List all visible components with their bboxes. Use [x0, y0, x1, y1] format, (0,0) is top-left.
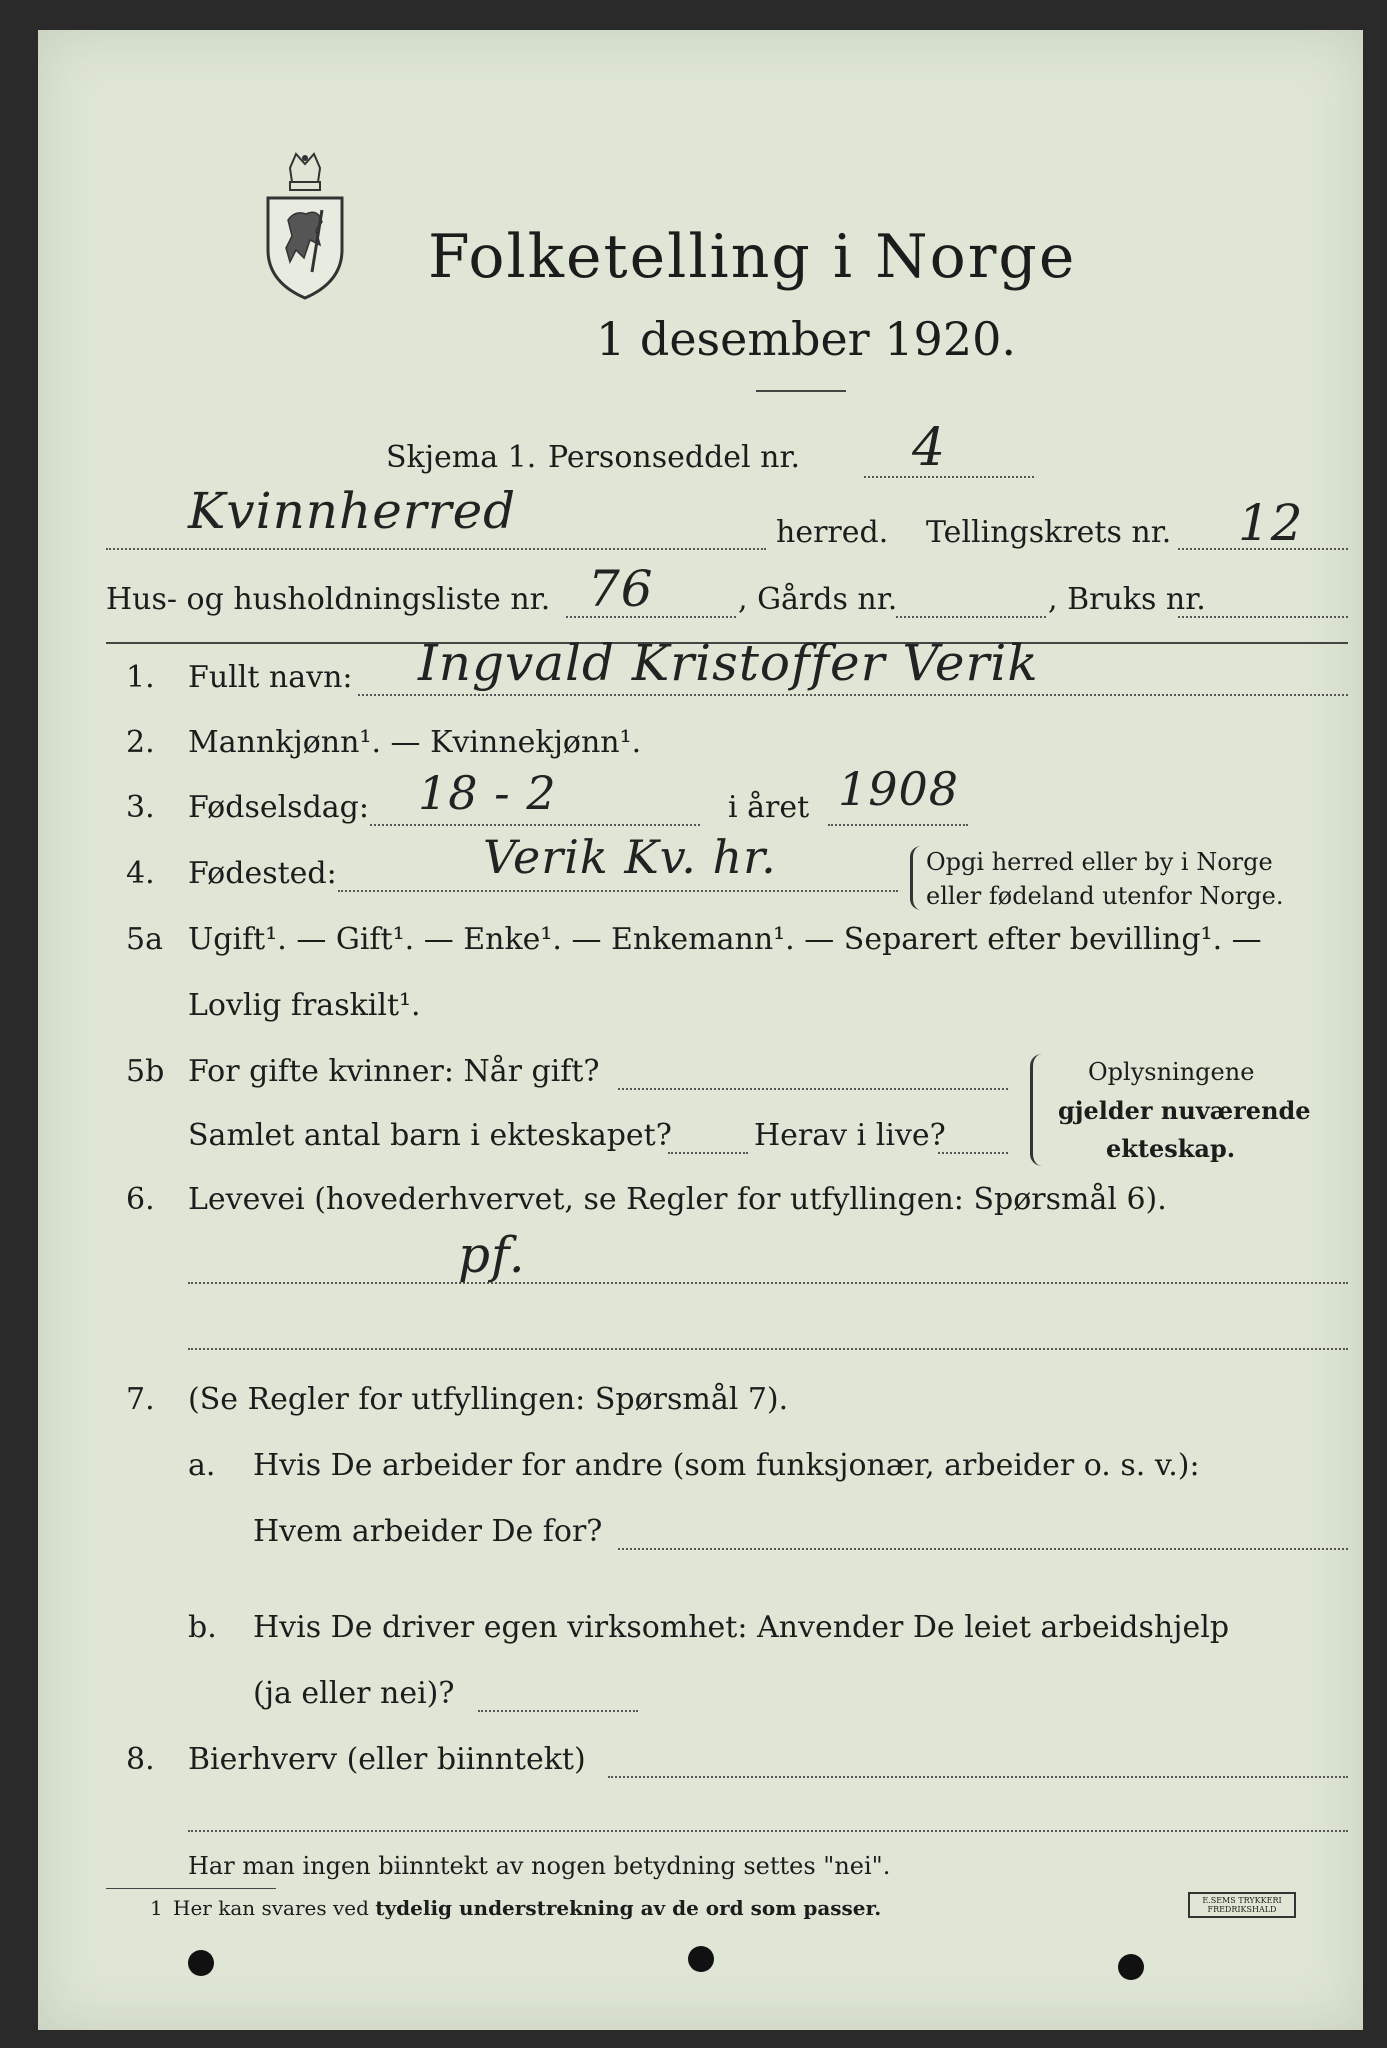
- q7-label: (Se Regler for utfyllingen: Spørsmål 7).: [188, 1382, 789, 1417]
- gards-field[interactable]: [896, 616, 1046, 618]
- side-income-field-line2[interactable]: [188, 1830, 1348, 1832]
- side-income-note: Har man ingen biinntekt av nogen betydning settes "nei".: [188, 1852, 891, 1880]
- birth-year-label: i året: [728, 790, 810, 825]
- hired-help-field[interactable]: [478, 1710, 638, 1712]
- q6-number: 6.: [126, 1182, 155, 1217]
- birthplace-note-line2: eller fødeland utenfor Norge.: [926, 882, 1284, 910]
- employer-field[interactable]: [618, 1548, 1348, 1550]
- q4-label: Fødested:: [188, 856, 337, 891]
- q1-number: 1.: [126, 660, 155, 695]
- sex-options: Mannkjønn¹. — Kvinnekjønn¹.: [188, 725, 642, 760]
- full-name-field[interactable]: [358, 694, 1348, 696]
- census-date: 1 desember 1920.: [596, 312, 1016, 366]
- printer-stamp-line1: E.SEMS TRYKKERI: [1202, 1896, 1282, 1905]
- married-when-field[interactable]: [618, 1088, 1008, 1090]
- full-name-value: Ingvald Kristoffer Verik: [418, 634, 1039, 692]
- occupation-field[interactable]: [188, 1282, 1348, 1284]
- herred-value: Kvinnherred: [188, 482, 517, 540]
- q4-number: 4.: [126, 856, 155, 891]
- printer-stamp: [1188, 1892, 1296, 1918]
- q3-number: 3.: [126, 790, 155, 825]
- personseddel-value: 4: [912, 418, 947, 478]
- norway-coat-of-arms-icon: [260, 150, 350, 304]
- q3-label: Fødselsdag:: [188, 790, 369, 825]
- q5b-number: 5b: [126, 1054, 165, 1089]
- binder-hole-right: [1118, 1954, 1144, 1980]
- herred-field[interactable]: [106, 548, 766, 550]
- form-title: Folketelling i Norge: [428, 222, 1077, 292]
- employer-label: Hvem arbeider De for?: [253, 1514, 603, 1549]
- children-alive-label: Herav i live?: [754, 1118, 946, 1153]
- occupation-value: pf.: [458, 1226, 526, 1284]
- birthplace-field[interactable]: [338, 890, 898, 892]
- birthplace-value: Verik Kv. hr.: [483, 830, 777, 884]
- q7-number: 7.: [126, 1382, 155, 1417]
- husliste-value: 76: [588, 560, 654, 618]
- marriage-note-line1: Oplysningene: [1088, 1058, 1255, 1086]
- marriage-note-line3: ekteskap.: [1106, 1134, 1236, 1163]
- q7b-letter: b.: [188, 1610, 217, 1645]
- q5a-number: 5a: [126, 922, 163, 957]
- q6-label: Levevei (hovederhvervet, se Regler for utfyllingen: Spørsmål 6).: [188, 1182, 1167, 1217]
- q8-number: 8.: [126, 1742, 155, 1777]
- children-alive-field[interactable]: [938, 1152, 1008, 1154]
- marriage-note-line2: gjelder nuværende: [1058, 1096, 1311, 1125]
- herred-label: herred.: [776, 515, 889, 550]
- tellingskrets-label: Tellingskrets nr.: [926, 515, 1172, 550]
- footnote-text-bold: tydelig understrekning av de ord som passer.: [375, 1896, 882, 1920]
- bruks-field[interactable]: [1178, 616, 1348, 618]
- footnote-text-normal: Her kan svares ved: [173, 1896, 376, 1920]
- marriage-note-brace: [1030, 1054, 1043, 1166]
- census-form-page: [38, 30, 1363, 2030]
- printer-stamp-line2: FREDRIKSHALD: [1207, 1905, 1277, 1914]
- tellingskrets-value: 12: [1238, 494, 1304, 552]
- hired-help-label: (ja eller nei)?: [253, 1676, 455, 1711]
- birth-year-value: 1908: [838, 762, 960, 816]
- q1-label: Fullt navn:: [188, 660, 353, 695]
- footnote-divider: [106, 1888, 276, 1889]
- personseddel-field[interactable]: [864, 476, 1034, 478]
- marital-status-divorced: Lovlig fraskilt¹.: [188, 988, 421, 1023]
- title-divider: [756, 390, 846, 392]
- binder-hole-center: [688, 1946, 714, 1972]
- marital-status-options: Ugift¹. — Gift¹. — Enke¹. — Enkemann¹. — Separert efter bevilling¹. —: [188, 922, 1262, 957]
- footnote-text: [173, 1896, 881, 1920]
- q7a-line1: Hvis De arbeider for andre (som funksjonær, arbeider o. s. v.):: [253, 1448, 1200, 1483]
- q2-number: 2.: [126, 725, 155, 760]
- birth-day-field[interactable]: [370, 824, 700, 826]
- birthplace-note-line1: Opgi herred eller by i Norge: [926, 848, 1273, 876]
- bruks-label: , Bruks nr.: [1048, 582, 1206, 617]
- birth-day-value: 18 - 2: [418, 766, 557, 820]
- birth-year-field[interactable]: [828, 824, 968, 826]
- married-when-label: For gifte kvinner: Når gift?: [188, 1054, 600, 1089]
- gards-label: , Gårds nr.: [738, 582, 898, 617]
- children-total-field[interactable]: [668, 1152, 748, 1154]
- q8-label: Bierhverv (eller biinntekt): [188, 1742, 586, 1777]
- occupation-field-line2[interactable]: [188, 1348, 1348, 1350]
- children-total-label: Samlet antal barn i ekteskapet?: [188, 1118, 672, 1153]
- binder-hole-left: [188, 1950, 214, 1976]
- q7b-line1: Hvis De driver egen virksomhet: Anvender De leiet arbeidshjelp: [253, 1610, 1230, 1645]
- personseddel-label: Personseddel nr.: [548, 440, 801, 475]
- footnote-mark: 1: [150, 1896, 163, 1920]
- q7a-letter: a.: [188, 1448, 216, 1483]
- skjema-label: Skjema 1.: [386, 440, 537, 475]
- side-income-field[interactable]: [608, 1776, 1348, 1778]
- husliste-label: Hus- og husholdningsliste nr.: [106, 582, 551, 617]
- birthplace-note-brace: [910, 846, 921, 910]
